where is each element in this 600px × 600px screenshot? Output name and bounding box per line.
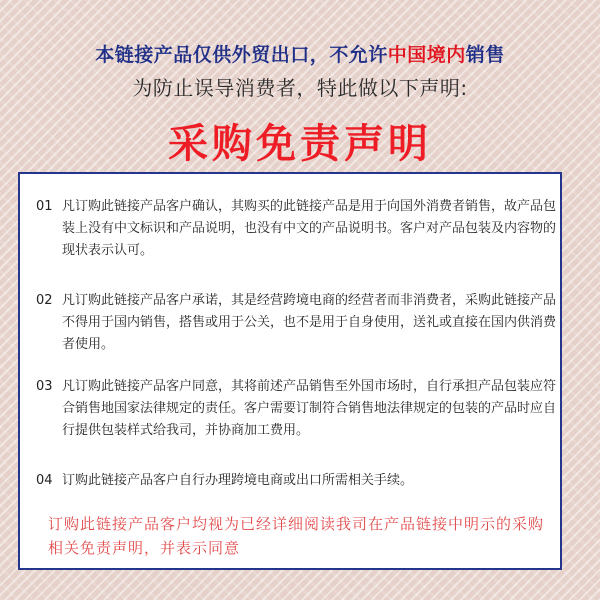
- header-notice-highlight: 中国境内: [387, 44, 466, 66]
- clause-text: 凡订购此链接产品客户确认，其购买的此链接产品是用于向国外消费者销售，故产品包装上没有中文标识和产品说明，也没有中文的产品说明书。客户对产品包装及内容物的现状表示认可。: [62, 199, 557, 258]
- clause-number: 01: [36, 199, 53, 214]
- clause-text: 订购此链接产品客户自行办理跨境电商或出口所需相关手续。: [62, 473, 414, 488]
- clause-number: 04: [36, 473, 53, 488]
- clause-item: [36, 470, 556, 492]
- clause-text: 凡订购此链接产品客户同意，其将前述产品销售至外国市场时，自行承担产品包装应符合销售地国家法律规定的责任。客户需要订制符合销售地法律规定的包装的产品时应自行提供包装样式给我司，并协商加工费用。: [62, 379, 557, 438]
- disclaimer-panel: [18, 172, 562, 570]
- clause-number: 03: [36, 379, 53, 394]
- header-notice: [0, 40, 600, 67]
- header-notice-suffix: 销售: [465, 44, 505, 66]
- clause-number: 02: [36, 293, 53, 308]
- clause-text: 凡订购此链接产品客户承诺，其是经营跨境电商的经营者而非消费者，采购此链接产品不得用于国内销售，搭售或用于公关，也不是用于自身使用，送礼或直接在国内供消费者使用。: [62, 293, 557, 352]
- clause-item: [36, 376, 556, 442]
- header-subtitle: 为防止误导消费者，特此做以下声明:: [132, 76, 468, 100]
- clause-item: [36, 290, 556, 356]
- clause-item: [36, 196, 556, 262]
- page-title: 采购免责声明: [168, 121, 432, 167]
- agreement-note: 订购此链接产品客户均视为已经详细阅读我司在产品链接中明示的采购相关免责声明，并表示同意: [48, 515, 545, 557]
- header-notice-prefix: 本链接产品仅供外贸出口，不允许: [95, 44, 388, 66]
